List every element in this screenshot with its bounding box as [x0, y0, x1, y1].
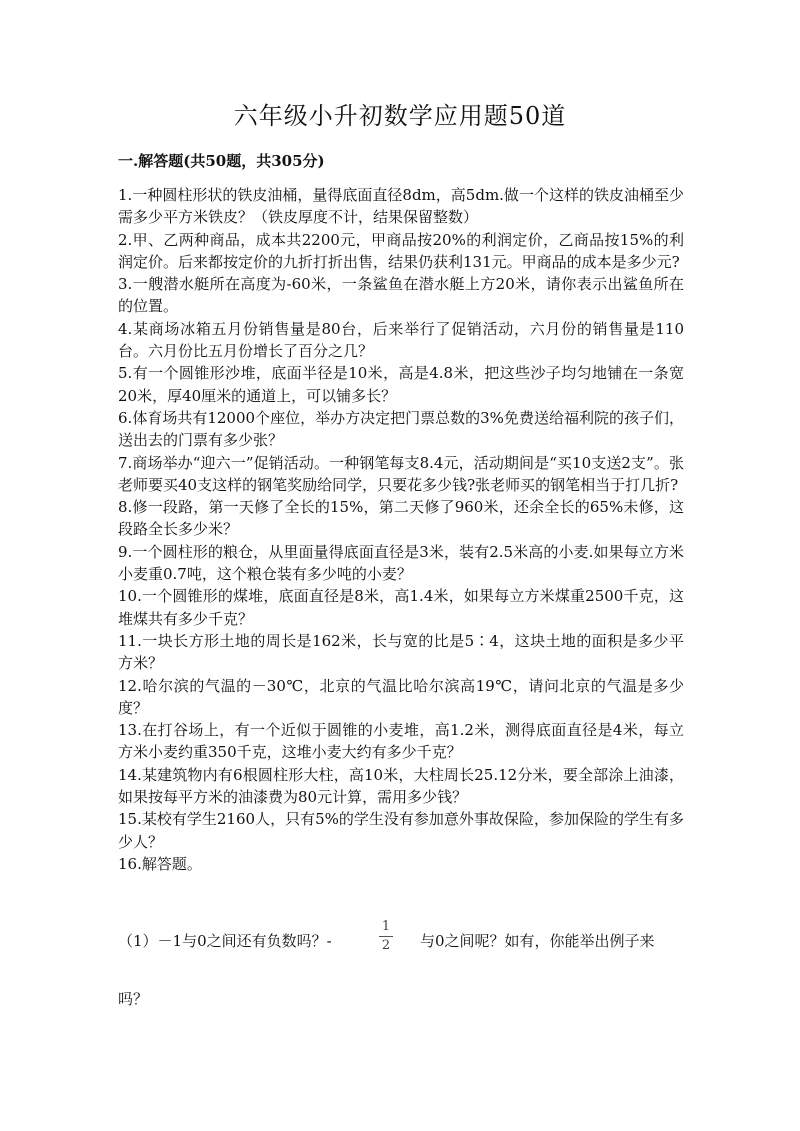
question-list: [118, 184, 684, 875]
fraction-denominator: 2: [381, 938, 391, 953]
question-item: 14.某建筑物内有6根圆柱形大柱，高10米，大柱周长25.12分米，要全部涂上油漆，如果按每平方米的油漆费为80元计算，需用多少钱？: [118, 765, 684, 807]
question-item: 5.有一个圆锥形沙堆，底面半径是10米，高是4.8米，把这些沙子均匀地铺在一条宽20米，厚40厘米的通道上，可以铺多长？: [118, 364, 684, 405]
question-item: 9.一个圆柱形的粮仓，从里面量得底面直径是3米，装有2.5米高的小麦.如果每立方米小麦重0.7吨，这个粮仓装有多少吨的小麦？: [118, 542, 684, 584]
subquestion-1: [118, 919, 684, 964]
fraction-bar: [379, 936, 393, 937]
question-item: 6.体育场共有12000个座位，举办方决定把门票总数的3%免费送给福利院的孩子们，送出去的门票有多少张？: [118, 408, 684, 450]
fraction-one-half: [378, 920, 394, 953]
page-title: 六年级小升初数学应用题50道: [233, 102, 567, 130]
question-item: 7.商场举办“迎六一”促销活动。一种钢笔每支8.4元，活动期间是“买10支送2支”。张老师要买40支这样的钢笔奖励给同学，只要花多少钱?张老师买的钢笔相当于打几折?: [118, 453, 684, 494]
question-item: 8.修一段路，第一天修了全长的15%，第二天修了960米，还余全长的65%未修，这段路全长多少米？: [118, 498, 684, 539]
question-item: 16.解答题。: [118, 854, 202, 873]
section-heading: 一.解答题(共50题，共305分): [118, 152, 325, 170]
question-item: 11.一块长方形土地的周长是162米，长与宽的比是5∶4，这块土地的面积是多少平方米？: [118, 631, 684, 673]
question-item: 4.某商场冰箱五月份销售量是80台，后来举行了促销活动，六月份的销售量是110台。六月份比五月份增长了百分之几？: [118, 319, 684, 361]
question-item: 13.在打谷场上，有一个近似于圆锥的小麦堆，高1.2米，测得底面直径是4米，每立方米小麦约重350千克，这堆小麦大约有多少千克？: [118, 721, 684, 762]
subquestion-text-right: 与0之间呢？如有，你能举出例子来: [420, 932, 655, 950]
question-item: 15.某校有学生2160人，只有5%的学生没有参加意外事故保险，参加保险的学生有多少人？: [118, 810, 684, 851]
question-item: 1.一种圆柱形状的铁皮油桶，量得底面直径8dm，高5dm.做一个这样的铁皮油桶至少需多少平方米铁皮？（铁皮厚度不计，结果保留整数）: [118, 186, 684, 227]
question-item: 10.一个圆锥形的煤堆，底面直径是8米，高1.4米，如果每立方米煤重2500千克，这堆煤共有多少千克？: [118, 587, 684, 628]
fraction-numerator: 1: [381, 919, 391, 934]
question-item: 2.甲、乙两种商品，成本共2200元，甲商品按20%的利润定价，乙商品按15%的利润定价。后来都按定价的九折打折出售，结果仍获利131元。甲商品的成本是多少元?: [118, 230, 684, 271]
question-item: 3.一艘潜水艇所在高度为-60米，一条鲨鱼在潜水艇上方20米，请你表示出鲨鱼所在的位置。: [118, 275, 684, 316]
subquestion-text-left: （1）－1与0之间还有负数吗？-: [118, 932, 332, 950]
subquestion-tail: 吗？: [118, 990, 149, 1008]
question-item: 12.哈尔滨的气温的－30℃，北京的气温比哈尔滨高19℃，请问北京的气温是多少度？: [118, 676, 684, 717]
